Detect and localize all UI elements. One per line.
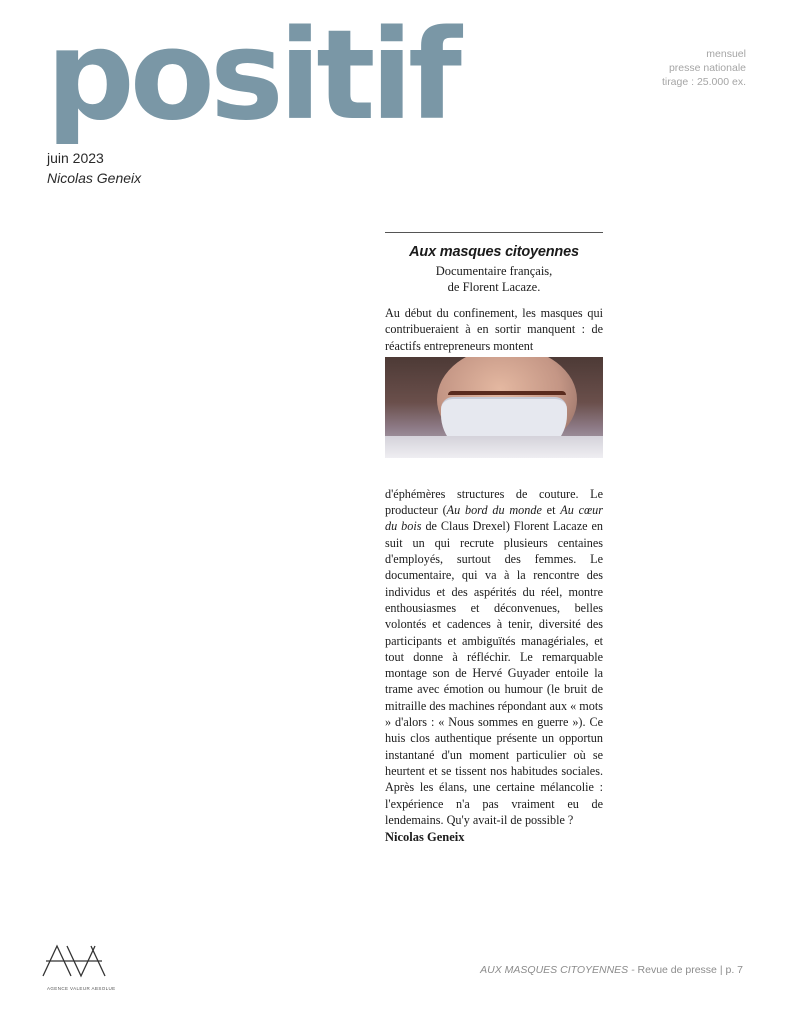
body-text: de Claus Drexel) Florent Lacaze en suit un qui recrute plusieurs centaines d'employés, surtout des femmes. Le documentaire, qui va à la rencontre des individus et des aspérités du réel, montre enthousiasmes et déconvenues, belles volontés et cadences à tenir, diversité des participants et ambiguïtés managériales, et tout donne à réfléchir. Le remarquable montage son de Hervé Guyader entoile la trame avec émotion ou humour (le bruit de mitraille des machines répondant aux « mots » d'alors : « Nous sommes en guerre »). Ce huis clos authentique présente un opportun instantané d'un moment particulier où se heurtent et se tissent nos habitudes sociales. Après les élans, une certaine mélancolie : l'expérience n'a pas vraiment eu de lendemains. Qu'y avait-il de possible ? bbox=[385, 519, 603, 827]
article-photo bbox=[385, 357, 603, 458]
agency-tagline: AGENCE VALEUR ABSOLUE bbox=[47, 986, 116, 991]
ava-logo-icon bbox=[40, 944, 110, 978]
article-top-rule bbox=[385, 232, 603, 233]
film-title: Au bord du monde bbox=[446, 503, 542, 518]
footer-article-title: AUX MASQUES CITOYENNES - bbox=[480, 964, 635, 976]
article-subtitle-line: de Florent Lacaze. bbox=[447, 280, 541, 294]
article-clipping bbox=[385, 232, 603, 845]
body-text: et bbox=[541, 503, 561, 518]
footer-section: Revue de presse bbox=[637, 964, 717, 976]
article-paragraph-intro: Au début du confinement, les masques qui contribueraient à en sortir manquent : de réactifs entrepreneurs montent bbox=[385, 306, 603, 353]
pub-frequency: mensuel bbox=[706, 48, 746, 60]
article-signature: Nicolas Geneix bbox=[385, 830, 465, 845]
issue-meta bbox=[47, 148, 141, 188]
article-title: Aux masques citoyennes bbox=[409, 244, 579, 260]
page-footer bbox=[480, 964, 743, 976]
article-subtitle-line: Documentaire français, bbox=[435, 264, 553, 278]
pub-circulation: tirage : 25.000 ex. bbox=[661, 76, 746, 88]
publication-info bbox=[662, 47, 746, 89]
agency-logo bbox=[40, 944, 120, 991]
article-subtitle bbox=[385, 263, 603, 295]
film-title: Au cœur du bois bbox=[385, 503, 603, 534]
photo-sewing-machine bbox=[385, 436, 603, 458]
footer-separator: | bbox=[719, 964, 723, 976]
issue-date: juin 2023 bbox=[47, 150, 104, 166]
pub-scope: presse nationale bbox=[668, 62, 746, 74]
issue-author: Nicolas Geneix bbox=[47, 170, 142, 186]
masthead-logo: positif bbox=[46, 4, 457, 148]
footer-page-number: p. 7 bbox=[725, 964, 743, 976]
body-text: d'éphémères structures de couture. Le producteur ( bbox=[385, 486, 603, 518]
article-paragraph-main bbox=[385, 486, 603, 828]
